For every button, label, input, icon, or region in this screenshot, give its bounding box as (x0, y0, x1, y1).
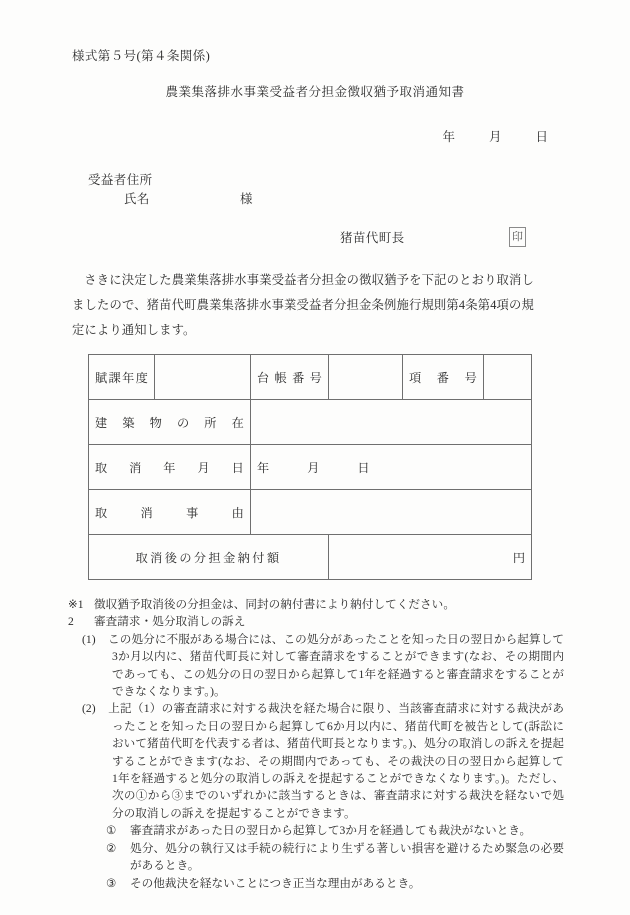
body-paragraph: さきに決定した農業集落排水事業受益者分担金の徴収猶予を下記のとおり取消しましたので、猪苗代町農業集落排水事業受益者分担金条例施行規則第4条第4項の規定により通知します。 (72, 273, 534, 337)
recipient-name-label: 氏名 (124, 192, 150, 206)
note-sub-3 (68, 875, 564, 892)
note-1-marker: ※1 (68, 598, 84, 611)
cancellation-details-table (88, 354, 532, 580)
cell-value-payment-after-cancellation[interactable] (329, 535, 532, 580)
note-sub-1 (68, 822, 564, 839)
recipient-address-label: 受益者住所 (88, 173, 153, 187)
document-title: 農業集落排水事業受益者分担金徴収猶予取消通知書 (165, 85, 465, 99)
note-sub-1-marker: ① (106, 824, 117, 838)
cell-label-cancellation-reason: 取消事由 (89, 490, 251, 535)
note-2 (68, 613, 564, 630)
cancellation-day-label: 日 (357, 460, 370, 475)
note-2-text: 審査請求・処分取消しの訴え (94, 615, 246, 629)
notes-section (68, 596, 564, 892)
note-sub-3-text: その他裁決を経ないことにつき正当な理由があるとき。 (130, 876, 421, 890)
note-sub-2 (68, 840, 564, 875)
cell-label-fiscal-year: 賦課年度 (89, 355, 155, 400)
cell-value-fiscal-year[interactable] (155, 355, 251, 400)
form-number: 様式第５号(第４条関係) (72, 49, 211, 63)
note-item-1 (68, 631, 564, 701)
cell-label-item-number: 項番号 (403, 355, 484, 400)
note-sub-2-text: 処分、処分の執行又は手続の続行により生ずる著しい損害を避けるため緊急の必要があるとき。 (130, 841, 564, 873)
issuer-title: 猪苗代町長 (340, 231, 405, 245)
cell-value-cancellation-date[interactable] (251, 445, 532, 490)
note-1 (68, 596, 564, 613)
issue-date-line (0, 127, 548, 145)
table-row (89, 400, 532, 445)
note-sub-1-text: 審査請求があった日の翌日から起算して3か月を経過しても裁決がないとき。 (130, 824, 532, 838)
note-item-1-marker: (1) (82, 632, 96, 646)
cancellation-month-label: 月 (307, 460, 320, 475)
cell-value-building-location[interactable] (251, 400, 532, 445)
seal-stamp-box: 印 (509, 227, 526, 247)
note-sub-3-marker: ③ (106, 876, 117, 890)
table-row (89, 445, 532, 490)
note-2-marker: 2 (68, 615, 74, 629)
date-month-label: 月 (488, 130, 502, 144)
cell-value-cancellation-reason[interactable] (251, 490, 532, 535)
date-year-label: 年 (442, 130, 455, 144)
note-item-2 (68, 700, 564, 822)
date-day-label: 日 (535, 130, 548, 144)
cell-label-cancellation-date: 取消年月日 (89, 445, 251, 490)
table-row (89, 355, 532, 400)
note-sub-2-marker: ② (106, 841, 117, 855)
note-item-1-text: この処分に不服がある場合には、この処分があったことを知った日の翌日から起算して3か月以内に、猪苗代町長に対して審査請求をすることができます(なお、その期間内であっても、この処分の日の翌日から起算して1年を経過すると審査請求をすることができなくなります。)。 (108, 632, 564, 699)
cancellation-year-label: 年 (257, 460, 270, 475)
note-item-2-marker: (2) (82, 702, 96, 716)
note-item-2-text: 上記（1）の審査請求に対する裁決を経た場合に限り、当該審査請求に対する裁決があったことを知った日の翌日から起算して6か月以内に、猪苗代町を被告として(訴訟において猪苗代町を代表する者は、猪苗代町長となります。)、処分の取消しの訴えを提起することができます(なお、その期間内であっても、その裁決の日の翌日から起算して1年を経過すると処分の取消しの訴えを提起することができなくなります。)。ただし、次の①から③までのいずれかに該当するときは、審査請求に対する裁決を経ないで処分の取消しの訴えを提起することができます。 (108, 702, 564, 820)
cell-label-building-location: 建築物の所在 (89, 400, 251, 445)
note-1-text: 徴収猶予取消後の分担金は、同封の納付書により納付してください。 (94, 598, 455, 611)
recipient-honorific: 様 (240, 192, 253, 206)
table-row (89, 490, 532, 535)
cell-label-payment-after-cancellation: 取消後の分担金納付額 (89, 535, 329, 580)
cell-label-ledger-number: 台帳番号 (251, 355, 329, 400)
currency-unit-label: 円 (512, 550, 525, 565)
table-row (89, 535, 532, 580)
cell-value-item-number[interactable] (484, 355, 532, 400)
cell-value-ledger-number[interactable] (329, 355, 403, 400)
